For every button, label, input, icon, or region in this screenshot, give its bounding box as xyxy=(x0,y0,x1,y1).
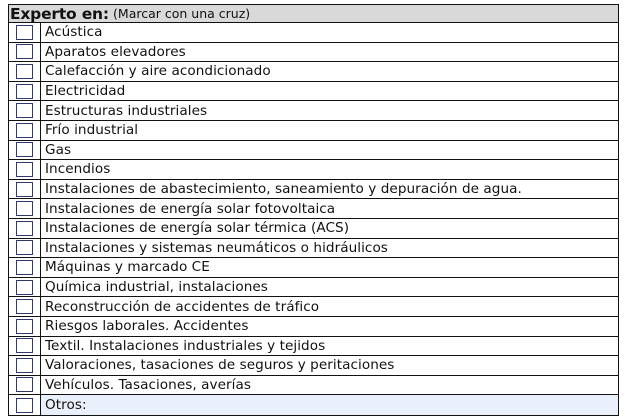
expertise-checkbox[interactable] xyxy=(16,25,33,40)
expertise-label: Electricidad xyxy=(41,82,618,102)
expertise-checkbox[interactable] xyxy=(16,280,33,295)
header-title: Experto en xyxy=(10,4,103,23)
expertise-label: Calefacción y aire acondicionado xyxy=(41,62,618,82)
expertise-label: Vehículos. Tasaciones, averías xyxy=(41,376,618,396)
checkbox-cell xyxy=(9,356,41,376)
expertise-label: Incendios xyxy=(41,160,618,180)
expertise-checkbox[interactable] xyxy=(16,299,33,314)
expertise-label: Máquinas y marcado CE xyxy=(41,258,618,278)
expertise-label: Frío industrial xyxy=(41,121,618,141)
checkbox-cell xyxy=(9,376,41,396)
expertise-label: Instalaciones de energía solar fotovoltaica xyxy=(41,199,618,219)
checkbox-cell xyxy=(9,239,41,259)
header-note: (Marcar con una cruz) xyxy=(113,6,251,21)
expertise-label: Riesgos laborales. Accidentes xyxy=(41,317,618,337)
checkbox-cell xyxy=(9,43,41,63)
other-field[interactable]: Otros: xyxy=(41,395,618,415)
expertise-checkbox[interactable] xyxy=(16,319,33,334)
expertise-label: Instalaciones de abastecimiento, saneamiento y depuración de agua. xyxy=(41,180,618,200)
header-colon: : xyxy=(102,4,110,23)
expertise-checkbox[interactable] xyxy=(16,142,33,157)
expertise-checkbox[interactable] xyxy=(16,64,33,79)
expertise-checkbox[interactable] xyxy=(16,84,33,99)
expertise-checkbox[interactable] xyxy=(16,358,33,373)
expertise-label: Estructuras industriales xyxy=(41,101,618,121)
checkbox-cell xyxy=(9,121,41,141)
checkbox-cell xyxy=(9,278,41,298)
expertise-label: Gas xyxy=(41,141,618,161)
checkbox-cell xyxy=(9,141,41,161)
checkbox-cell xyxy=(9,337,41,357)
checkbox-cell xyxy=(9,297,41,317)
checkbox-cell xyxy=(9,82,41,102)
checkbox-cell xyxy=(9,101,41,121)
checkbox-cell xyxy=(9,62,41,82)
checkbox-cell xyxy=(9,23,41,43)
form-header xyxy=(8,4,619,23)
expertise-label: Reconstrucción de accidentes de tráfico xyxy=(41,297,618,317)
expertise-checkbox[interactable] xyxy=(16,103,33,118)
expertise-checkbox[interactable] xyxy=(16,182,33,197)
expertise-checkbox[interactable] xyxy=(16,44,33,59)
expertise-label: Instalaciones de energía solar térmica (ACS) xyxy=(41,219,618,239)
expertise-list xyxy=(8,23,619,416)
checkbox-cell xyxy=(9,395,41,415)
expertise-label: Instalaciones y sistemas neumáticos o hidráulicos xyxy=(41,239,618,259)
expertise-checkbox[interactable] xyxy=(16,221,33,236)
expertise-label: Textil. Instalaciones industriales y tejidos xyxy=(41,337,618,357)
expertise-label: Acústica xyxy=(41,23,618,43)
expertise-checkbox[interactable] xyxy=(16,240,33,255)
expert-form xyxy=(8,4,619,416)
checkbox-cell xyxy=(9,317,41,337)
checkbox-cell xyxy=(9,160,41,180)
checkbox-cell xyxy=(9,258,41,278)
expertise-checkbox[interactable] xyxy=(16,201,33,216)
expertise-checkbox[interactable] xyxy=(16,398,33,413)
expertise-checkbox[interactable] xyxy=(16,162,33,177)
expertise-checkbox[interactable] xyxy=(16,260,33,275)
checkbox-cell xyxy=(9,199,41,219)
expertise-checkbox[interactable] xyxy=(16,377,33,392)
expertise-checkbox[interactable] xyxy=(16,123,33,138)
expertise-label: Química industrial, instalaciones xyxy=(41,278,618,298)
checkbox-cell xyxy=(9,219,41,239)
expertise-label: Valoraciones, tasaciones de seguros y peritaciones xyxy=(41,356,618,376)
expertise-label: Aparatos elevadores xyxy=(41,43,618,63)
expertise-checkbox[interactable] xyxy=(16,338,33,353)
checkbox-cell xyxy=(9,180,41,200)
